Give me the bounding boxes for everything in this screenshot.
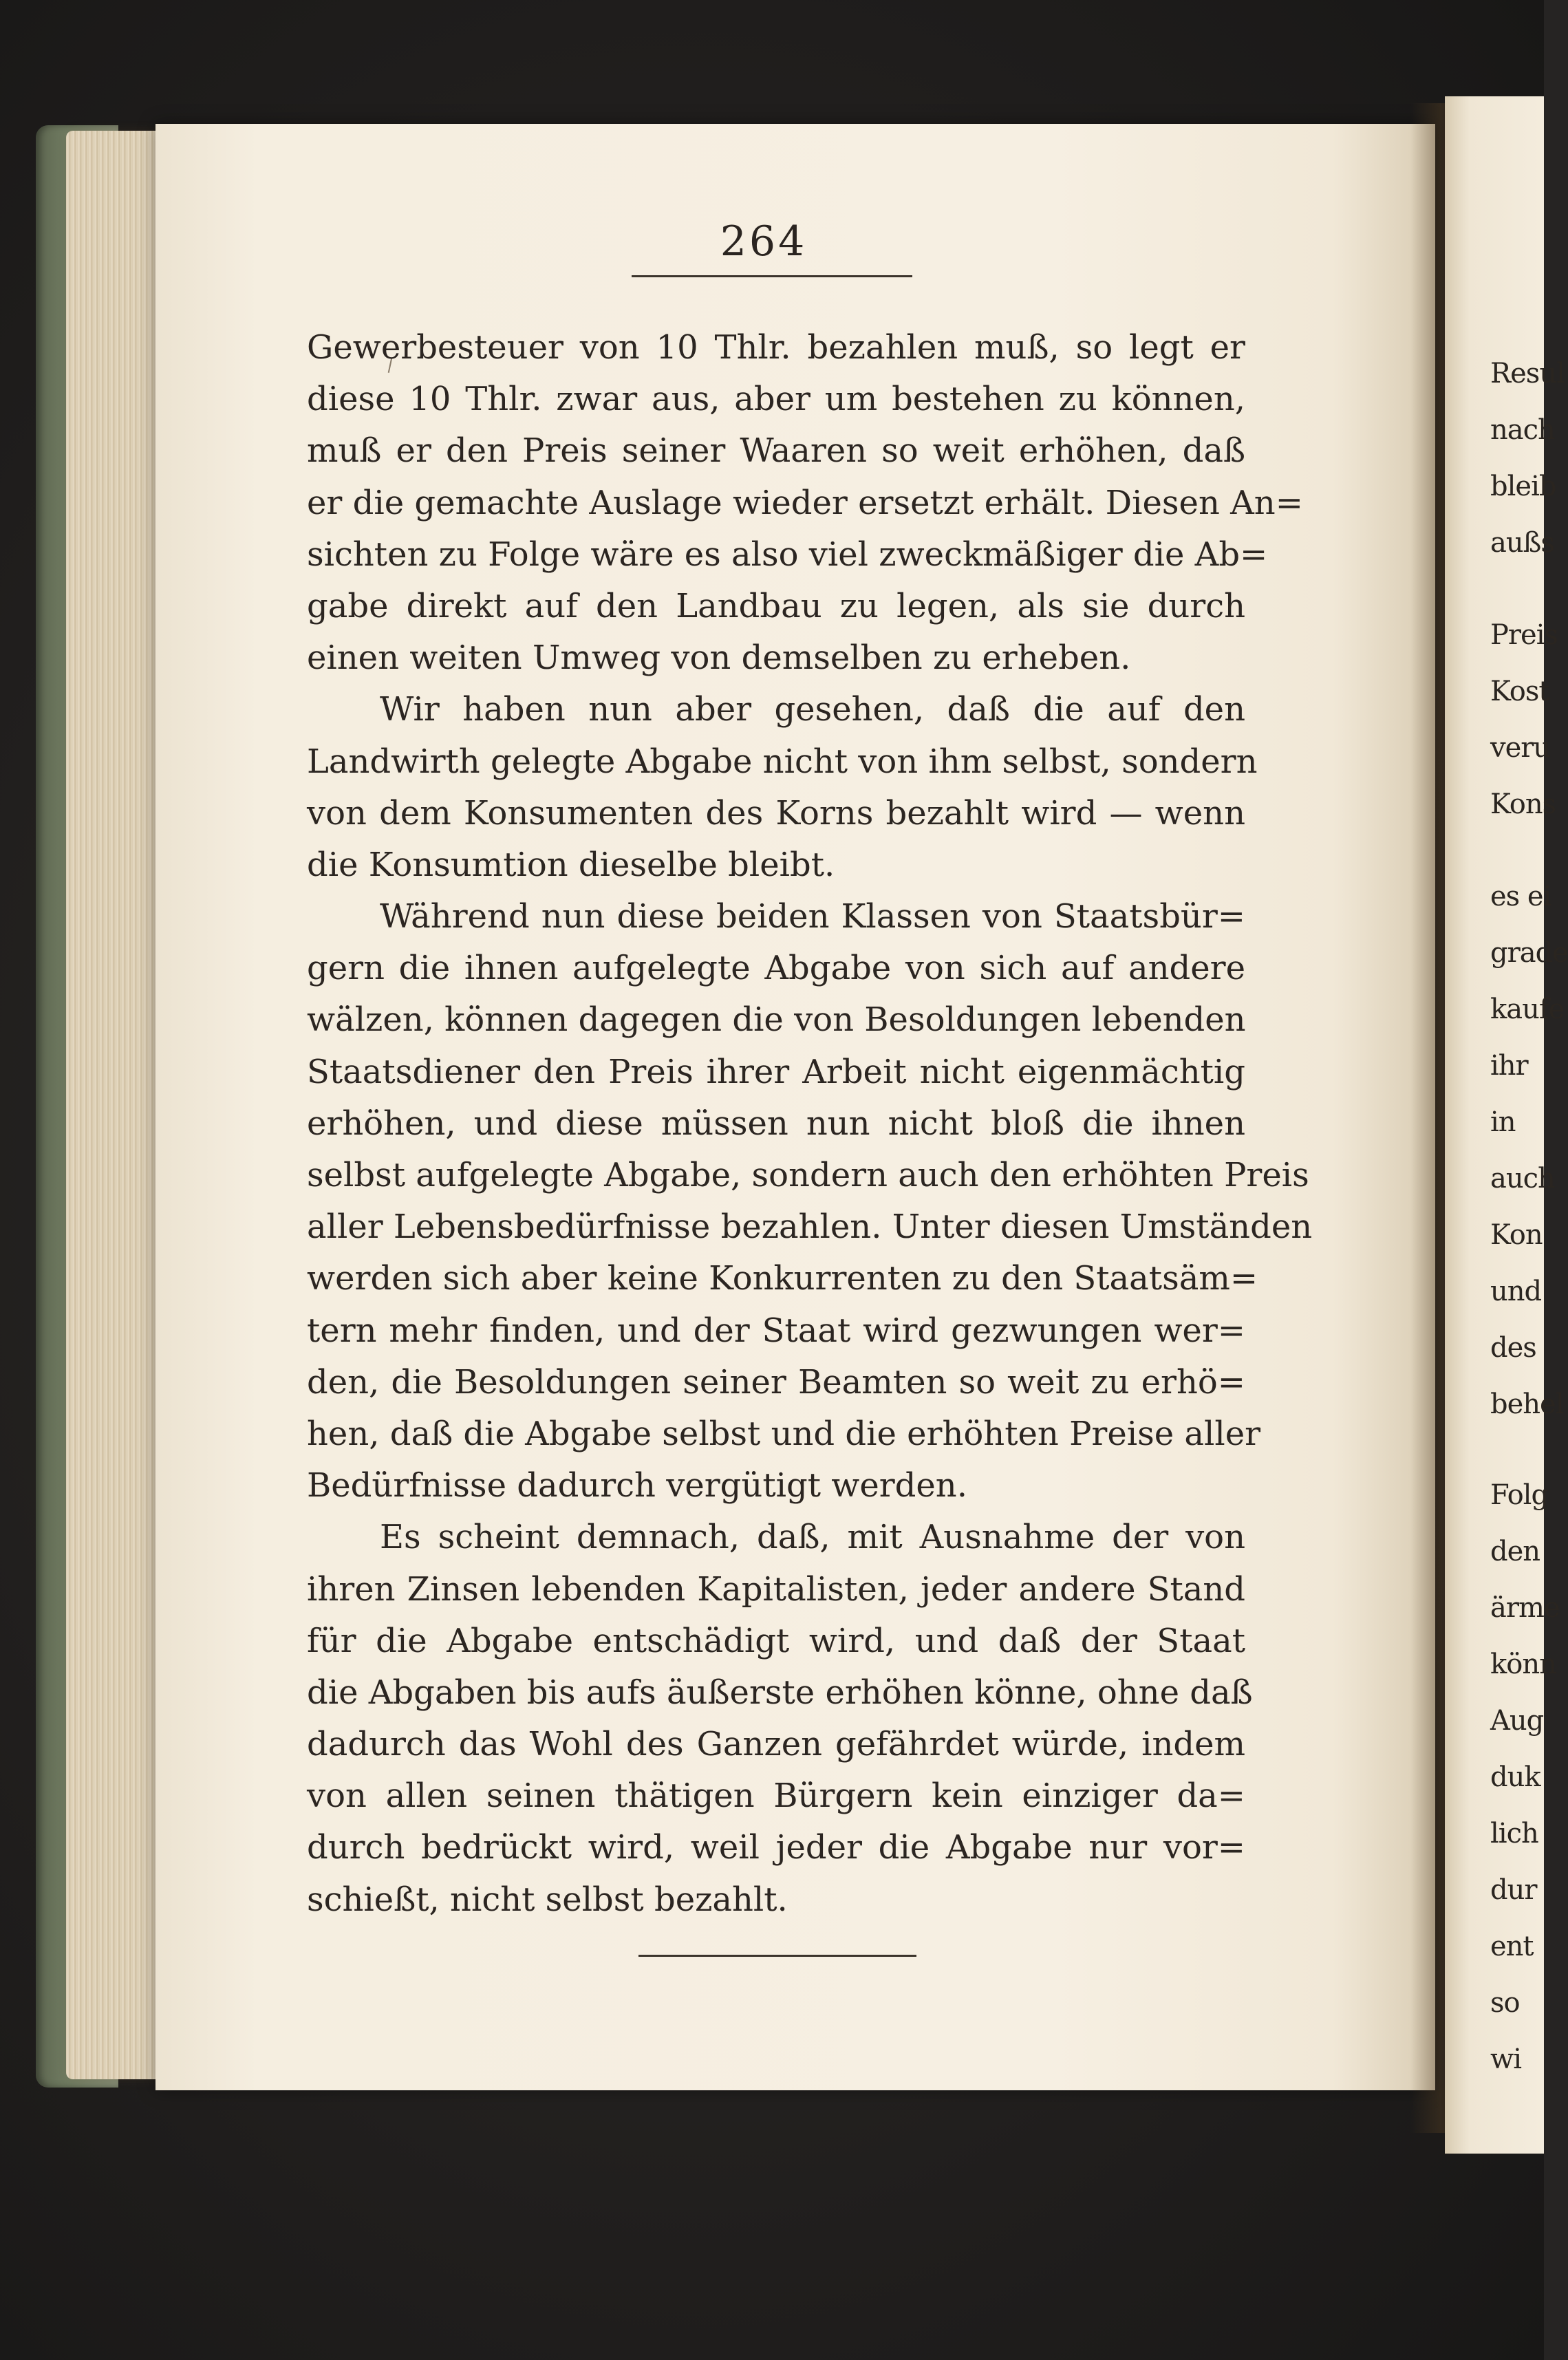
text-line: gabe direkt auf den Landbau zu legen, als sie durch xyxy=(307,586,1245,625)
text-line: Es scheint demnach, daß, mit Ausnahme der von xyxy=(380,1518,1245,1557)
page-body-text xyxy=(307,322,1313,1926)
next-page-fragment: außs xyxy=(1490,527,1554,559)
page-number: 264 xyxy=(720,217,808,266)
next-page-fragment: Resul xyxy=(1490,358,1565,389)
next-page-fragment: duk xyxy=(1490,1761,1540,1793)
footer-rule xyxy=(638,1955,916,1957)
header-rule xyxy=(632,275,912,277)
text-line: hen, daß die Abgabe selbst und die erhöhten Preise aller xyxy=(307,1414,1261,1453)
next-page-fragment: ihr xyxy=(1490,1050,1528,1082)
next-page-fragment: nach xyxy=(1490,414,1555,446)
text-line: schießt, nicht selbst bezahlt. xyxy=(307,1880,788,1919)
text-line: gern die ihnen aufgelegte Abgabe von sich auf andere xyxy=(307,949,1245,988)
text-line: er die gemachte Auslage wieder ersetzt erhält. Diesen An= xyxy=(307,483,1303,522)
next-page-fragment: Preis xyxy=(1490,619,1558,651)
next-page-fragment: Kost xyxy=(1490,676,1549,707)
next-page-fragment: ärme xyxy=(1490,1592,1560,1624)
text-line: selbst aufgelegte Abgabe, sondern auch den erhöhten Preis xyxy=(307,1156,1309,1194)
text-line: durch bedrückt wird, weil jeder die Abgabe nur vor= xyxy=(307,1828,1245,1867)
page-edges xyxy=(66,131,162,2079)
text-line: aller Lebensbedürfnisse bezahlen. Unter diesen Umständen xyxy=(307,1208,1313,1247)
next-page-fragment: Kons xyxy=(1490,789,1556,820)
next-page-fragment: behel xyxy=(1490,1388,1564,1420)
next-page-fragment: ent xyxy=(1490,1931,1534,1962)
text-line: sichten zu Folge wäre es also viel zweckmäßiger die Ab= xyxy=(307,535,1268,574)
next-page-fragment: Folg xyxy=(1490,1479,1549,1511)
text-line: für die Abgabe entschädigt wird, und daß der Staat xyxy=(307,1621,1245,1660)
next-page-fragment: kaufe xyxy=(1490,994,1565,1025)
next-page-fragment: wi xyxy=(1490,2043,1522,2075)
next-page-fragment: veru xyxy=(1490,732,1551,764)
next-page-fragment: den xyxy=(1490,1536,1540,1567)
text-line: Gewerbesteuer von 10 Thlr. bezahlen muß, so legt er xyxy=(307,328,1245,367)
text-line: werden sich aber keine Konkurrenten zu den Staatsäm= xyxy=(307,1259,1258,1298)
text-line: den, die Besoldungen seiner Beamten so weit zu erhö= xyxy=(307,1362,1245,1402)
text-line: wälzen, können dagegen die von Besoldungen lebenden xyxy=(307,1000,1246,1040)
next-page-fragment: Aug xyxy=(1490,1705,1544,1737)
text-line: die Abgaben bis aufs äußerste erhöhen könne, ohne daß xyxy=(307,1673,1253,1712)
text-line: dadurch das Wohl des Ganzen gefährdet würde, indem xyxy=(307,1725,1245,1764)
text-line: tern mehr finden, und der Staat wird gezwungen wer= xyxy=(307,1311,1245,1350)
next-page-fragment: auch xyxy=(1490,1163,1555,1194)
text-line: die Konsumtion dieselbe bleibt. xyxy=(307,845,835,884)
next-page-fragment: und xyxy=(1490,1276,1542,1307)
next-page-fragment: könn xyxy=(1490,1649,1556,1680)
text-line: muß er den Preis seiner Waaren so weit erhöhen, daß xyxy=(307,431,1245,471)
text-line: diese 10 Thlr. zwar aus, aber um bestehen zu können, xyxy=(307,380,1245,419)
next-page-fragment: des xyxy=(1490,1332,1536,1364)
text-line: Staatsdiener den Preis ihrer Arbeit nicht eigenmächtig xyxy=(307,1052,1245,1091)
text-line: Wir haben nun aber gesehen, daß die auf den xyxy=(380,690,1245,729)
next-page-fragment: so xyxy=(1490,1987,1520,2019)
text-line: einen weiten Umweg von demselben zu erheben. xyxy=(307,639,1131,678)
next-page-fragment: es ei xyxy=(1490,881,1551,912)
text-line: von allen seinen thätigen Bürgern kein einziger da= xyxy=(307,1777,1245,1816)
next-page-edge xyxy=(1445,96,1568,2154)
next-page-fragment: dur xyxy=(1490,1874,1537,1906)
next-page-fragment: in xyxy=(1490,1106,1516,1138)
text-line: von dem Konsumenten des Korns bezahlt wird — wenn xyxy=(307,793,1245,833)
next-page-fragment: grade xyxy=(1490,937,1568,969)
next-page-fragment: lich xyxy=(1490,1818,1538,1849)
text-line: ihren Zinsen lebenden Kapitalisten, jeder andere Stand xyxy=(307,1569,1245,1609)
text-line: Während nun diese beiden Klassen von Staatsbür= xyxy=(380,897,1245,936)
next-page-fragment: bleib xyxy=(1490,471,1556,502)
text-line: erhöhen, und diese müssen nun nicht bloß die ihnen xyxy=(307,1104,1245,1143)
text-line: Bedürfnisse dadurch vergütigt werden. xyxy=(307,1466,967,1505)
next-page-fragment: Kon xyxy=(1490,1219,1543,1251)
text-line: Landwirth gelegte Abgabe nicht von ihm selbst, sondern xyxy=(307,742,1258,781)
